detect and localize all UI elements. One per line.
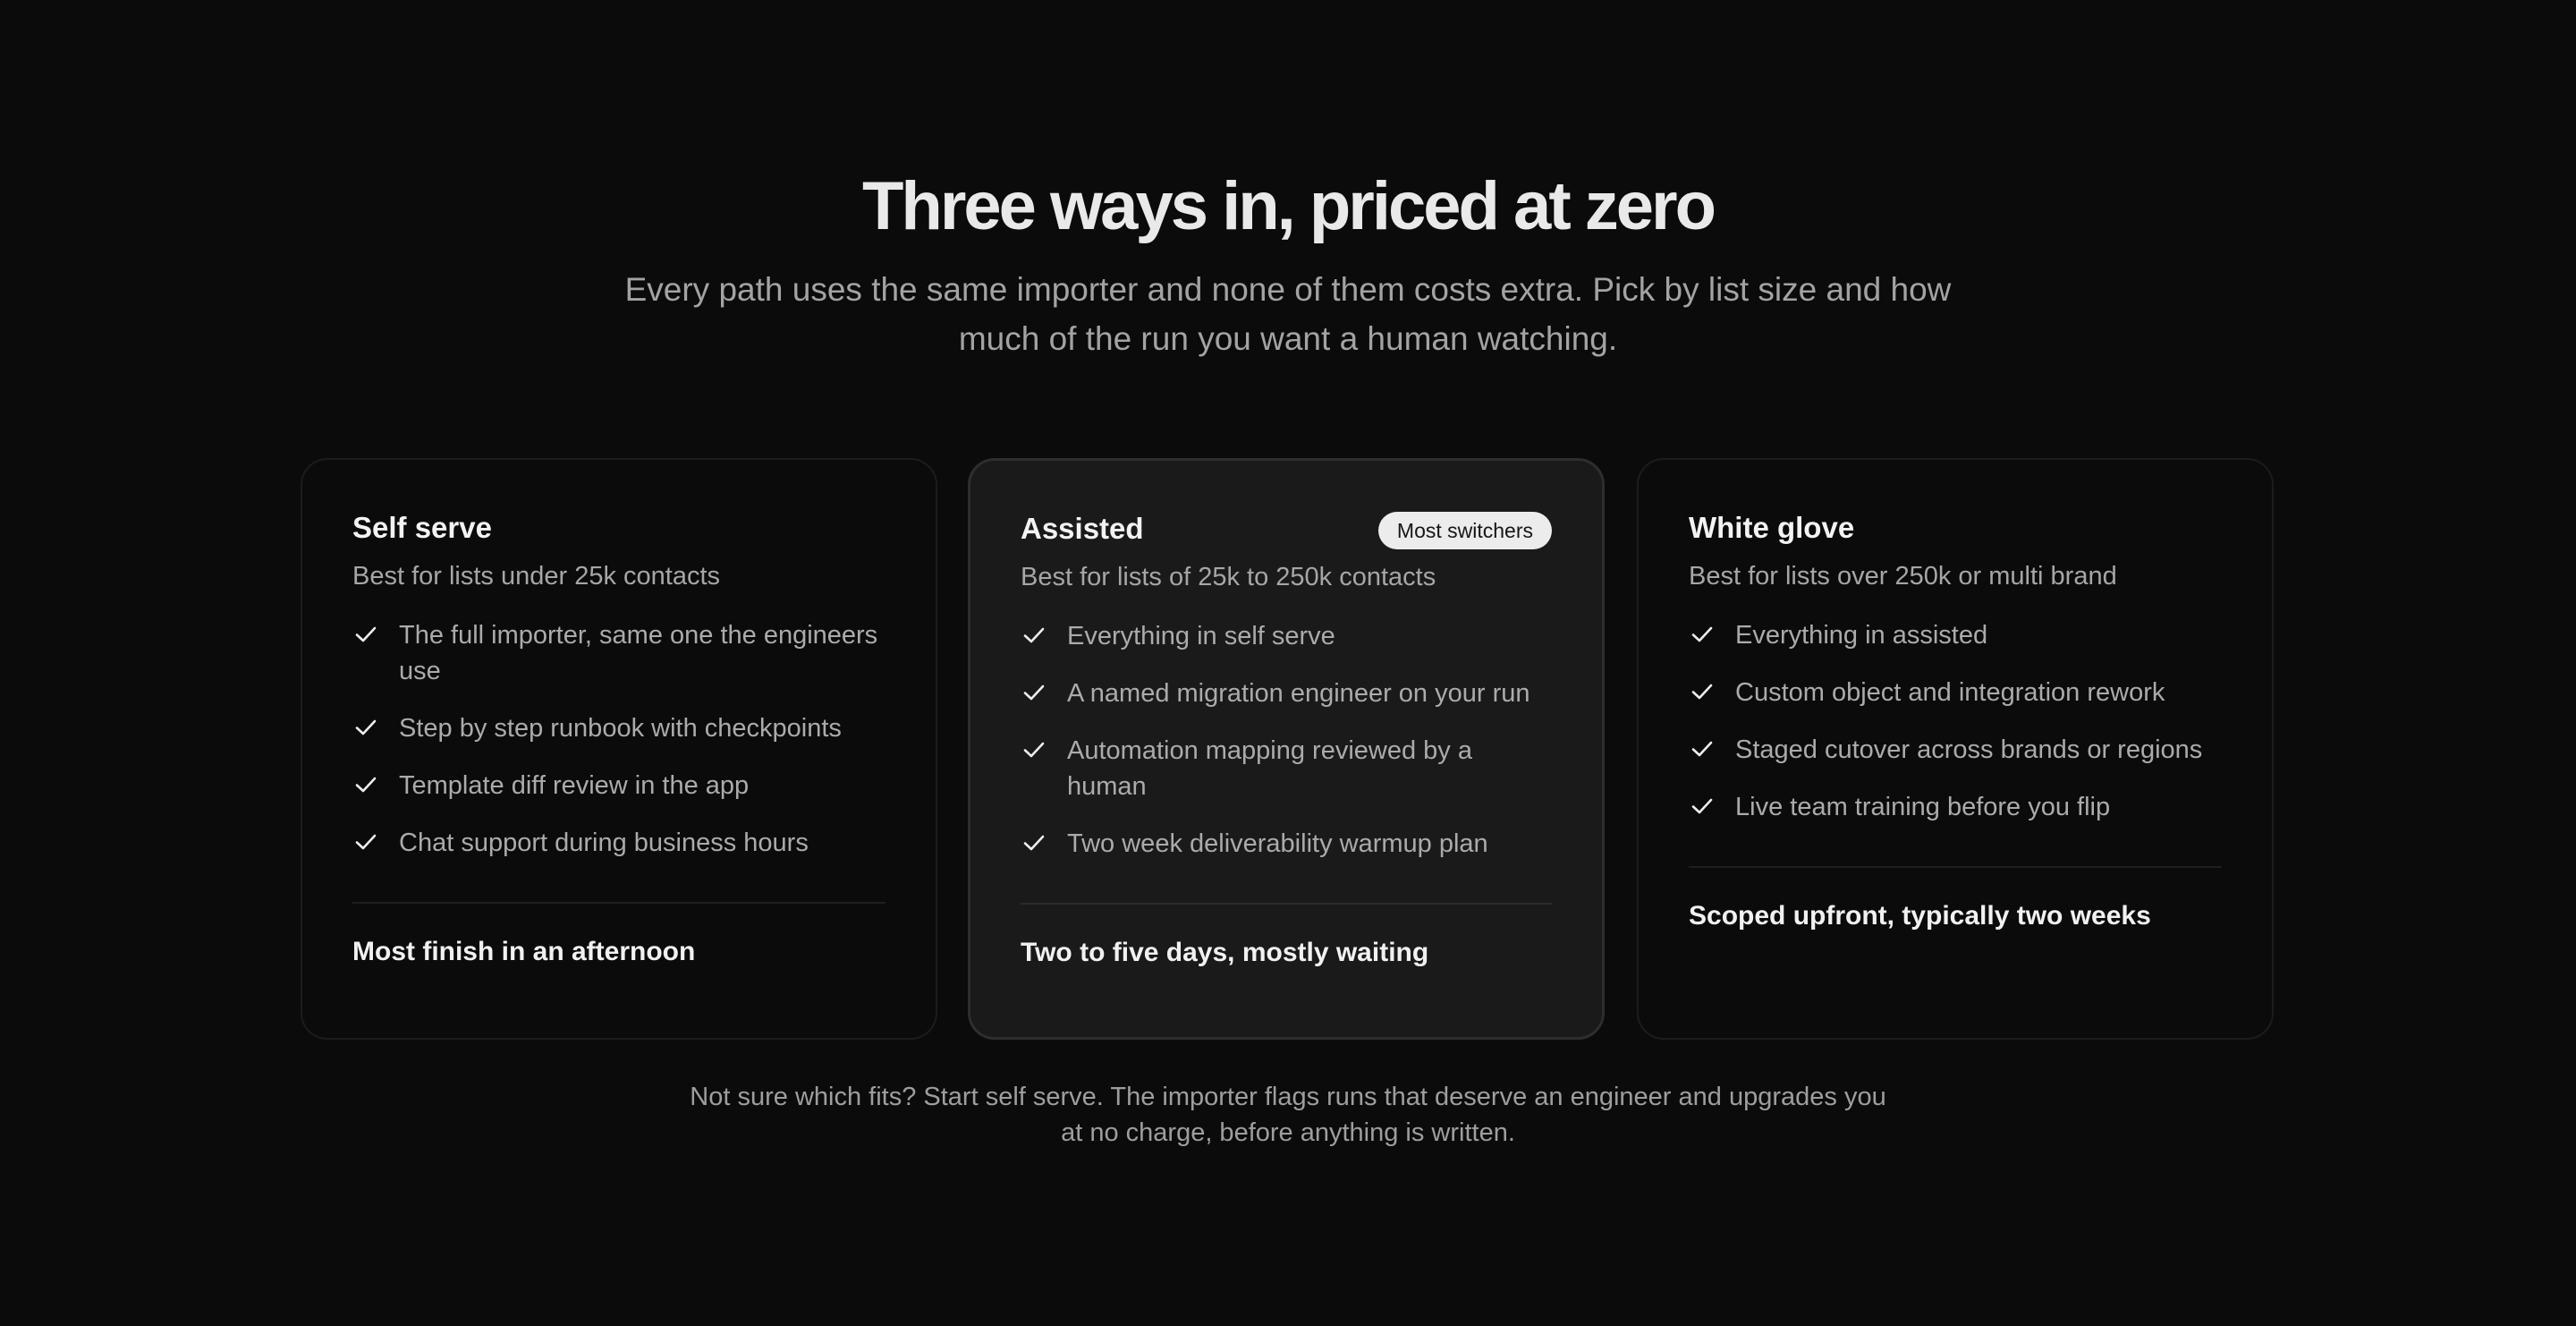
plan-name: White glove (1689, 511, 1855, 544)
feature-text: Automation mapping reviewed by a human (1067, 736, 1472, 801)
feature-text: Custom object and integration rework (1735, 678, 2165, 707)
check-icon (354, 624, 379, 647)
check-icon (354, 831, 379, 854)
feature-text: Chat support during business hours (399, 829, 809, 857)
plan-card-self-serve (301, 458, 937, 1040)
feature-item (352, 617, 886, 689)
footnote-text: Not sure which fits? Start self serve. The importer flags runs that deserve an engineer and upgrades you at no charge, before anything is written. (690, 1083, 1886, 1147)
plan-best-for: Best for lists of 25k to 250k contacts (1021, 563, 1436, 591)
page-subtitle: Every path uses the same importer and none of them costs extra. Pick by list size and how much of the run you want a human watching. (624, 271, 1952, 357)
section-header (0, 166, 2576, 363)
check-icon (1022, 625, 1047, 648)
check-icon (1022, 682, 1047, 705)
most-switchers-badge: Most switchers (1378, 512, 1552, 549)
feature-text: Staged cutover across brands or regions (1735, 735, 2203, 764)
check-icon (354, 717, 379, 740)
feature-item (1689, 732, 2222, 768)
feature-text: Two week deliverability warmup plan (1067, 829, 1488, 858)
check-icon (1690, 738, 1716, 761)
feature-item (352, 768, 886, 803)
card-divider (352, 902, 886, 904)
plan-cards (301, 458, 2275, 1040)
feature-item (1021, 676, 1552, 711)
feature-text: Template diff review in the app (399, 771, 750, 800)
check-icon (1022, 832, 1047, 855)
plan-best-for: Best for lists over 250k or multi brand (1689, 562, 2117, 591)
card-divider (1689, 866, 2222, 868)
footnote (0, 1079, 2576, 1151)
feature-item (1689, 789, 2222, 825)
feature-item (1689, 675, 2222, 710)
feature-text: Step by step runbook with checkpoints (399, 714, 842, 743)
feature-item (1021, 618, 1552, 654)
page-title: Three ways in, priced at zero (861, 168, 1715, 244)
feature-text: Live team training before you flip (1735, 793, 2111, 821)
feature-item (1689, 617, 2222, 653)
card-divider (1021, 903, 1552, 905)
plan-name: Self serve (352, 511, 492, 544)
plan-card-assisted (968, 458, 1605, 1040)
feature-text: A named migration engineer on your run (1067, 679, 1530, 708)
feature-text: The full importer, same one the engineers use (399, 621, 878, 685)
check-icon (1690, 624, 1716, 647)
feature-list (1021, 618, 1552, 862)
check-icon (1022, 739, 1047, 762)
feature-list (1689, 617, 2222, 825)
feature-item (1021, 733, 1514, 804)
feature-item (1021, 826, 1552, 862)
feature-list (352, 617, 886, 861)
plan-timeline: Scoped upfront, typically two weeks (1689, 901, 2151, 931)
check-icon (1690, 681, 1716, 704)
plan-best-for: Best for lists under 25k contacts (352, 562, 721, 591)
plan-card-white-glove (1637, 458, 2274, 1040)
feature-text: Everything in assisted (1735, 621, 1988, 650)
feature-item (352, 710, 886, 746)
plan-name: Assisted (1021, 512, 1144, 545)
feature-text: Everything in self serve (1067, 622, 1335, 650)
check-icon (354, 774, 379, 797)
feature-item (352, 825, 886, 861)
plan-timeline: Most finish in an afternoon (352, 937, 696, 966)
check-icon (1690, 795, 1716, 819)
plan-timeline: Two to five days, mostly waiting (1021, 938, 1429, 967)
